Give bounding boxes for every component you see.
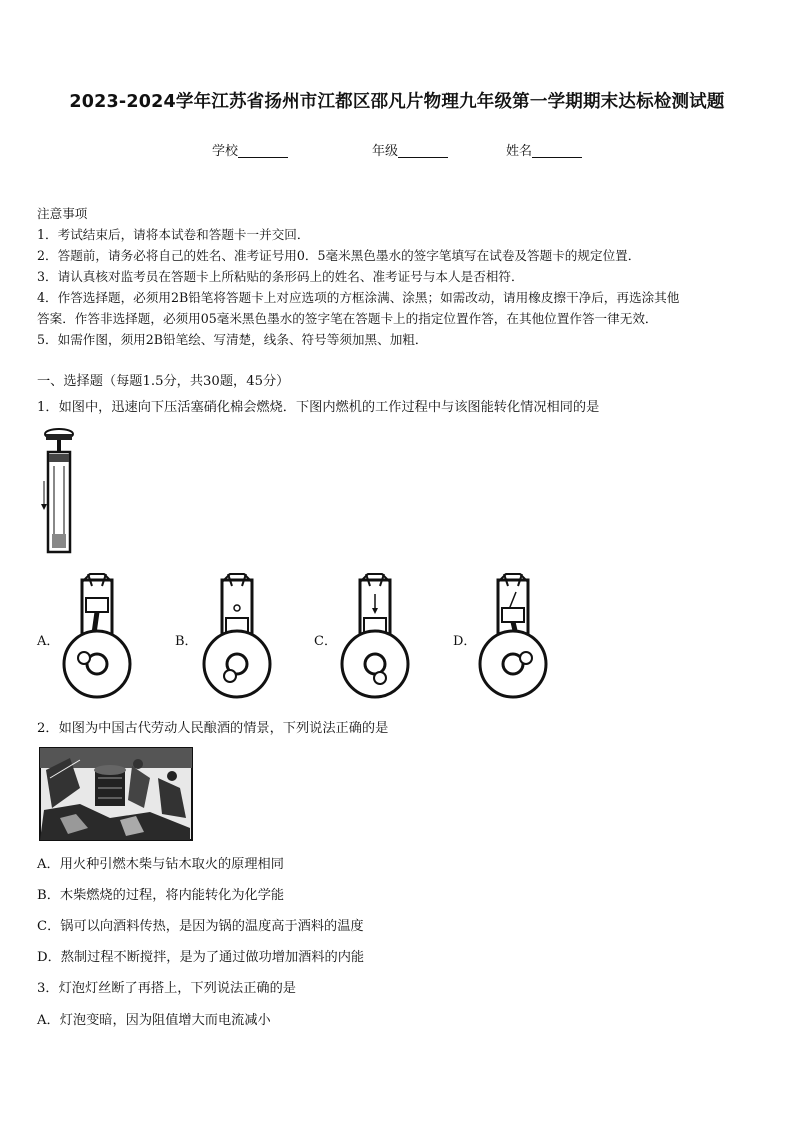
q1-option-b-label: B． [175,634,198,649]
school-field [212,140,288,159]
notice-item: 2．答题前，请务必将自己的姓名、准考证号用0．5毫米黑色墨水的签字笔填写在试卷及答题卡的规定位置． [37,248,641,263]
compression-tube-figure [40,426,80,556]
school-blank [238,143,288,158]
q1-option-a-engine-figure [60,572,135,700]
name-field [506,140,582,159]
notice-item: 3．请认真核对监考员在答题卡上所粘贴的条形码上的姓名、准考证号与本人是否相符． [37,269,524,284]
q2-option-c: C．锅可以向酒料传热，是因为锅的温度高于酒料的温度 [37,919,364,934]
grade-field [372,140,448,159]
q1-option-c-engine-figure [338,572,413,700]
q1-option-b-engine-figure [200,572,275,700]
notice-item: 答案．作答非选择题，必须用05毫米黑色墨水的签字笔在答题卡上的指定位置作答，在其他位置作答一律无效． [37,311,658,326]
q1-option-a-label: A． [37,634,60,649]
section-heading: 一、选择题（每题1.5分，共30题，45分） [37,374,290,389]
question-2-stem: 2．如图为中国古代劳动人民酿酒的情景，下列说法正确的是 [37,721,389,736]
notice-item: 1．考试结束后，请将本试卷和答题卡一并交回． [37,227,310,242]
school-label: 学校 [212,144,239,159]
q1-option-d-label: D． [453,634,477,649]
notice-item: 5．如需作图，须用2B铅笔绘、写清楚，线条、符号等须加黑、加粗． [37,332,428,347]
q2-option-b: B．木柴燃烧的过程，将内能转化为化学能 [37,888,285,903]
q2-option-d: D．熬制过程不断搅拌，是为了通过做功增加酒料的内能 [37,950,365,965]
notice-item: 4．作答选择题，必须用2B铅笔将答题卡上对应选项的方框涂满、涂黑；如需改动，请用橡皮擦干净后，再选涂其他 [37,290,680,305]
ancient-brewing-illustration [40,748,192,840]
name-blank [532,143,582,158]
grade-blank [398,143,448,158]
question-3-stem: 3．灯泡灯丝断了再搭上，下列说法正确的是 [37,981,296,996]
page-title: 2023-2024学年江苏省扬州市江都区邵凡片物理九年级第一学期期末达标检测试题 [69,92,725,112]
q1-option-c-label: C． [314,634,337,649]
name-label: 姓名 [506,144,533,159]
q3-option-a: A．灯泡变暗，因为阻值增大而电流减小 [37,1013,271,1028]
q2-option-a: A．用火种引燃木柴与钻木取火的原理相同 [37,857,284,872]
grade-label: 年级 [372,144,399,159]
q1-option-d-engine-figure [476,572,551,700]
question-1-stem: 1．如图中，迅速向下压活塞硝化棉会燃烧．下图内燃机的工作过程中与该图能转化情况相同的是 [37,400,600,415]
notice-heading: 注意事项 [37,206,88,221]
